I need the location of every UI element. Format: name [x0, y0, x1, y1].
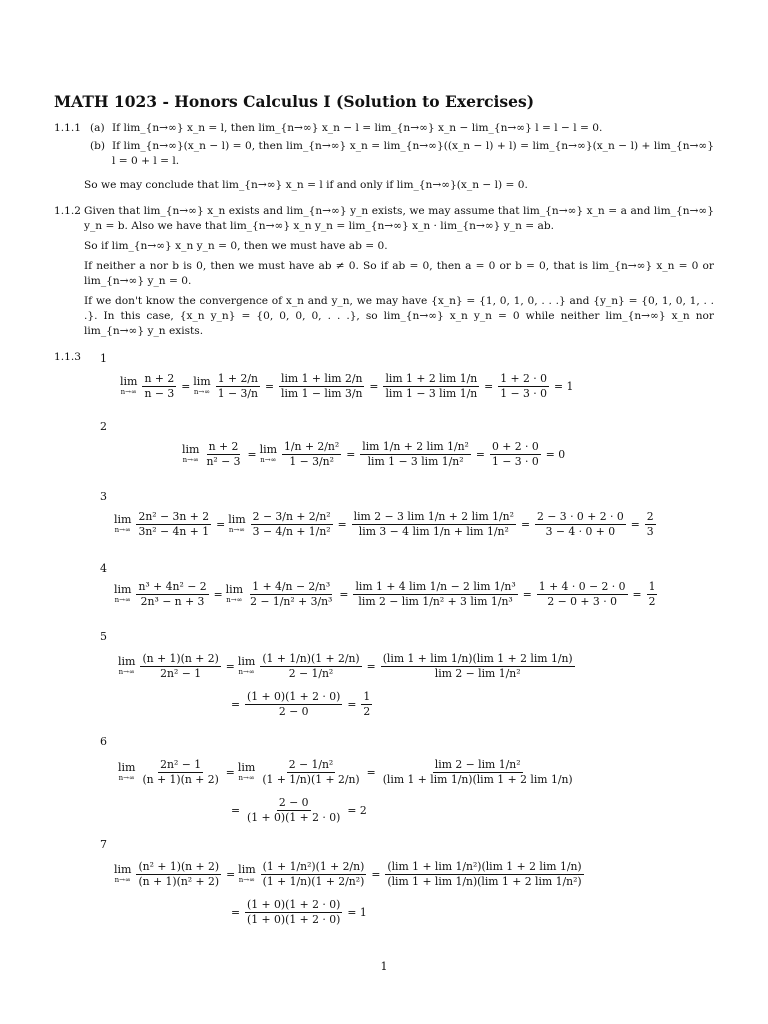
denominator: n − 3: [144, 387, 175, 400]
denominator: 2 − 1/n²: [288, 667, 334, 680]
lim-subscript: n→∞: [193, 387, 211, 396]
denominator: (1 + 0)(1 + 2 · 0): [247, 913, 341, 926]
denominator: 1 − 3/n: [217, 387, 258, 400]
limit-operator: [118, 762, 135, 784]
numerator: lim 2 − lim 1/n²: [434, 758, 521, 771]
fraction: [352, 510, 516, 539]
limit-operator: [260, 444, 277, 466]
numerator: 2n² − 1: [160, 758, 202, 771]
numerator: (n² + 1)(n + 2): [138, 860, 220, 873]
denominator: (1 + 1/n)(1 + 2/n²): [262, 875, 365, 888]
fraction: [647, 580, 658, 609]
numerator: 0 + 2 · 0: [491, 440, 539, 453]
denominator: lim 3 − 4 lim 1/n + lim 1/n²: [358, 525, 509, 538]
limit-operator: [238, 656, 255, 678]
lim-subscript: n→∞: [114, 525, 131, 534]
numerator: 2 − 0: [278, 796, 309, 809]
fraction: [204, 440, 242, 469]
fraction: [245, 796, 342, 825]
lim-subscript: n→∞: [120, 387, 137, 396]
lim-subscript: n→∞: [226, 595, 243, 604]
lim-subscript: n→∞: [118, 667, 135, 676]
equals-sign: =: [484, 380, 494, 393]
denominator: 1 − 3 · 0: [491, 455, 539, 468]
denominator: 2: [363, 705, 371, 718]
lim-subscript: n→∞: [260, 455, 277, 464]
limit-operator: [120, 376, 137, 398]
result: = 1: [554, 380, 574, 393]
fraction: [537, 580, 628, 609]
fraction: [136, 580, 208, 609]
equation-line: [182, 440, 568, 469]
numerator: (n + 1)(n + 2): [142, 652, 219, 665]
fraction: [260, 758, 361, 787]
denominator: 2 − 1/n² + 3/n³: [250, 595, 333, 608]
result: = 2: [347, 804, 367, 817]
equation-line: [114, 860, 586, 889]
lim-subscript: n→∞: [238, 773, 255, 782]
fraction: [279, 372, 364, 401]
equals-sign: =: [347, 698, 357, 711]
denominator: 2 − 0: [278, 705, 309, 718]
lim-subscript: n→∞: [238, 667, 255, 676]
fraction: [142, 372, 176, 401]
fraction: [245, 898, 342, 927]
equals-sign: =: [339, 588, 349, 601]
denominator: lim 1 − 3 lim 1/n: [385, 387, 478, 400]
fraction: [282, 440, 341, 469]
equals-sign: =: [630, 518, 640, 531]
lim-subscript: n→∞: [238, 875, 256, 884]
lim-word: lim: [114, 582, 132, 596]
fraction: [216, 372, 260, 401]
equals-sign: =: [231, 698, 241, 711]
limit-operator: [226, 584, 243, 606]
denominator: 3: [646, 525, 654, 538]
paragraph-4: If we don't know the convergence of x_n and y_n, we may have {x_n} = {1, 0, 1, 0, . . .} and {y_n} = {0, 1, 0, 1, . . .}. In this case, {x_n y_n} = {0, 0, 0, 0, . . .}, so lim_{n→∞} x_n y_n = 0 while neither lim_{n→∞} x_n nor lim_{n→∞} y_n exists.: [84, 295, 714, 337]
denominator: (lim 1 + lim 1/n)(lim 1 + 2 lim 1/n²): [387, 875, 582, 888]
lim-word: lim: [118, 654, 136, 668]
limit-operator: [238, 864, 255, 886]
fraction: [353, 580, 517, 609]
part-b: [90, 139, 714, 169]
numerator: (1 + 1/n²)(1 + 2/n): [262, 860, 365, 873]
numerator: 1/n + 2/n²: [284, 440, 340, 453]
lim-word: lim: [114, 512, 132, 526]
fraction: [251, 510, 333, 539]
denominator: 2n³ − n + 3: [140, 595, 205, 608]
part-label: (a): [90, 122, 105, 134]
denominator: 1 − 3/n²: [289, 455, 334, 468]
limit-operator: [114, 864, 131, 886]
part-text: If lim_{n→∞} x_n = l, then lim_{n→∞} x_n − l = lim_{n→∞} x_n − lim_{n→∞} l = l − l = 0.: [112, 122, 603, 134]
equals-sign: =: [213, 588, 223, 601]
denominator: lim 1 − 3 lim 1/n²: [367, 455, 464, 468]
numerator: n³ + 4n² − 2: [138, 580, 207, 593]
paragraph-2: So if lim_{n→∞} x_n y_n = 0, then we must have ab = 0.: [84, 240, 388, 252]
lim-word: lim: [228, 512, 246, 526]
part-text: If lim_{n→∞}(x_n − l) = 0, then lim_{n→∞} x_n = lim_{n→∞}((x_n − l) + l) = lim_{n→∞}(x_n − l) + lim_{n→∞} l = 0 + l = l.: [112, 140, 714, 167]
numerator: 1 + 2 · 0: [500, 372, 548, 385]
equals-sign: =: [632, 588, 642, 601]
numerator: lim 1 + 4 lim 1/n − 2 lim 1/n³: [355, 580, 516, 593]
numerator: 1 + 4/n − 2/n³: [252, 580, 331, 593]
item-label: 6: [100, 735, 107, 748]
item-label: 7: [100, 838, 107, 851]
denominator: n² − 3: [206, 455, 241, 468]
numerator: lim 2 − 3 lim 1/n + 2 lim 1/n²: [353, 510, 514, 523]
equation-line: [114, 510, 658, 539]
equals-sign: =: [520, 518, 530, 531]
denominator: 2 − 0 + 3 · 0: [547, 595, 617, 608]
lim-word: lim: [120, 374, 138, 388]
item-label: 5: [100, 630, 107, 643]
lim-subscript: n→∞: [118, 773, 135, 782]
equals-sign: =: [522, 588, 532, 601]
equation-line-2: [228, 796, 370, 825]
equals-sign: =: [231, 804, 241, 817]
fraction: [136, 510, 211, 539]
fraction: [381, 758, 575, 787]
lim-word: lim: [225, 582, 244, 596]
denominator: (n + 1)(n² + 2): [138, 875, 220, 888]
limit-operator: [114, 584, 131, 606]
equals-sign: =: [181, 380, 191, 393]
numerator: (1 + 0)(1 + 2 · 0): [247, 690, 341, 703]
lim-subscript: n→∞: [114, 875, 131, 884]
denominator: lim 2 − lim 1/n²: [434, 667, 521, 680]
lim-subscript: n→∞: [228, 525, 246, 534]
fraction: [383, 372, 479, 401]
denominator: 3 − 4 · 0 + 0: [545, 525, 616, 538]
fraction: [248, 580, 334, 609]
equation-line: [114, 580, 659, 609]
exercise-number: 1.1.2: [54, 205, 81, 217]
equation-line: [118, 758, 577, 787]
lim-subscript: n→∞: [114, 595, 131, 604]
fraction: [645, 510, 656, 539]
numerator: (1 + 0)(1 + 2 · 0): [247, 898, 341, 911]
denominator: (lim 1 + lim 1/n)(lim 1 + 2 lim 1/n): [382, 773, 573, 786]
part-label: (b): [90, 140, 106, 152]
equals-sign: =: [225, 660, 235, 673]
exercise-number: 1.1.1: [54, 122, 81, 134]
denominator: (1 + 1/n)(1 + 2/n): [262, 773, 360, 786]
equation-line: [118, 652, 577, 681]
lim-word: lim: [238, 862, 256, 876]
item-label: 3: [100, 490, 107, 503]
denominator: 3n² − 4n + 1: [138, 525, 210, 538]
limit-operator: [182, 444, 199, 466]
fraction: [260, 652, 361, 681]
equation-line: [120, 372, 576, 401]
equals-sign: =: [264, 380, 275, 393]
fraction: [261, 860, 367, 889]
numerator: lim 1 + 2 lim 1/n: [385, 372, 478, 385]
exercise-number: 1.1.3: [54, 351, 81, 363]
fraction: [140, 758, 220, 787]
limit-operator: [238, 762, 255, 784]
fraction: [140, 652, 220, 681]
equation-line-2: [228, 898, 370, 927]
equals-sign: =: [369, 380, 379, 393]
lim-word: lim: [237, 654, 256, 668]
fraction: [535, 510, 626, 539]
item-label: 2: [100, 420, 107, 433]
numerator: 2 − 3/n + 2/n²: [252, 510, 331, 523]
result: = 0: [545, 448, 566, 461]
fraction: [245, 690, 342, 719]
item-label: 4: [100, 562, 107, 575]
equals-sign: =: [216, 518, 226, 531]
limit-operator: [228, 514, 245, 536]
fraction: [361, 690, 372, 719]
numerator: (lim 1 + lim 1/n)(lim 1 + 2 lim 1/n): [382, 652, 573, 665]
numerator: (lim 1 + lim 1/n²)(lim 1 + 2 lim 1/n): [387, 860, 582, 873]
page-number: 1: [380, 960, 388, 973]
equals-sign: =: [231, 906, 241, 919]
part-a: [90, 121, 714, 136]
denominator: (1 + 0)(1 + 2 · 0): [247, 811, 341, 824]
page-title: MATH 1023 - Honors Calculus I (Solution to Exercises): [54, 92, 535, 111]
exercise-1-1-3: [54, 350, 714, 370]
item-label: 1: [100, 352, 107, 365]
denominator: lim 2 − lim 1/n² + 3 lim 1/n³: [358, 595, 513, 608]
lim-word: lim: [193, 374, 211, 388]
numerator: 1: [363, 690, 371, 703]
equals-sign: =: [346, 448, 356, 461]
lim-subscript: n→∞: [182, 455, 199, 464]
fraction: [136, 860, 221, 889]
numerator: n + 2: [208, 440, 239, 453]
equals-sign: =: [475, 448, 485, 461]
denominator: 1 − 3 · 0: [500, 387, 548, 400]
numerator: n + 2: [144, 372, 175, 385]
denominator: (n + 1)(n + 2): [142, 773, 219, 786]
fraction: [360, 440, 471, 469]
exercise-1-1-1: [54, 121, 714, 201]
lim-word: lim: [237, 760, 256, 774]
limit-operator: [193, 376, 210, 398]
limit-operator: [118, 656, 135, 678]
paragraph-1: Given that lim_{n→∞} x_n exists and lim_{n→∞} y_n exists, we may assume that lim_{n→∞} x_n = a and lim_{n→∞} y_n = b. Also we have that lim_{n→∞} x_n y_n = lim_{n→∞} x_n · lim_{n→∞} y_n = ab.: [84, 205, 714, 232]
fraction: [498, 372, 549, 401]
equals-sign: =: [371, 868, 381, 881]
denominator: lim 1 − lim 3/n: [281, 387, 363, 400]
numerator: 1 + 4 · 0 − 2 · 0: [538, 580, 626, 593]
equation-line-2: [228, 690, 374, 719]
denominator: 2n² − 1: [160, 667, 202, 680]
numerator: 1: [648, 580, 656, 593]
limit-operator: [114, 514, 131, 536]
lim-word: lim: [259, 442, 278, 456]
lim-word: lim: [114, 862, 132, 876]
equals-sign: =: [247, 448, 257, 461]
numerator: 2 − 3 · 0 + 2 · 0: [536, 510, 624, 523]
fraction: [381, 652, 575, 681]
numerator: 1 + 2/n: [217, 372, 258, 385]
numerator: 2n² − 3n + 2: [138, 510, 210, 523]
numerator: lim 1 + lim 2/n: [281, 372, 363, 385]
equals-sign: =: [366, 660, 376, 673]
denominator: 3 − 4/n + 1/n²: [252, 525, 331, 538]
lim-word: lim: [182, 442, 200, 456]
fraction: [490, 440, 541, 469]
paragraph-3: If neither a nor b is 0, then we must have ab ≠ 0. So if ab = 0, then a = 0 or b = 0, that is lim_{n→∞} x_n = 0 or lim_{n→∞} y_n = 0.: [84, 260, 714, 287]
numerator: (1 + 1/n)(1 + 2/n): [262, 652, 360, 665]
denominator: 2: [648, 595, 656, 608]
equals-sign: =: [226, 868, 236, 881]
equals-sign: =: [225, 766, 235, 779]
fraction: [385, 860, 583, 889]
numerator: lim 1/n + 2 lim 1/n²: [362, 440, 469, 453]
numerator: 2: [646, 510, 654, 523]
numerator: 2 − 1/n²: [288, 758, 334, 771]
result: = 1: [347, 906, 367, 919]
exercise-1-1-2: [54, 204, 714, 344]
equals-sign: =: [337, 518, 347, 531]
lim-word: lim: [118, 760, 136, 774]
conclusion-text: So we may conclude that lim_{n→∞} x_n = l if and only if lim_{n→∞}(x_n − l) = 0.: [84, 179, 528, 191]
equals-sign: =: [366, 766, 376, 779]
